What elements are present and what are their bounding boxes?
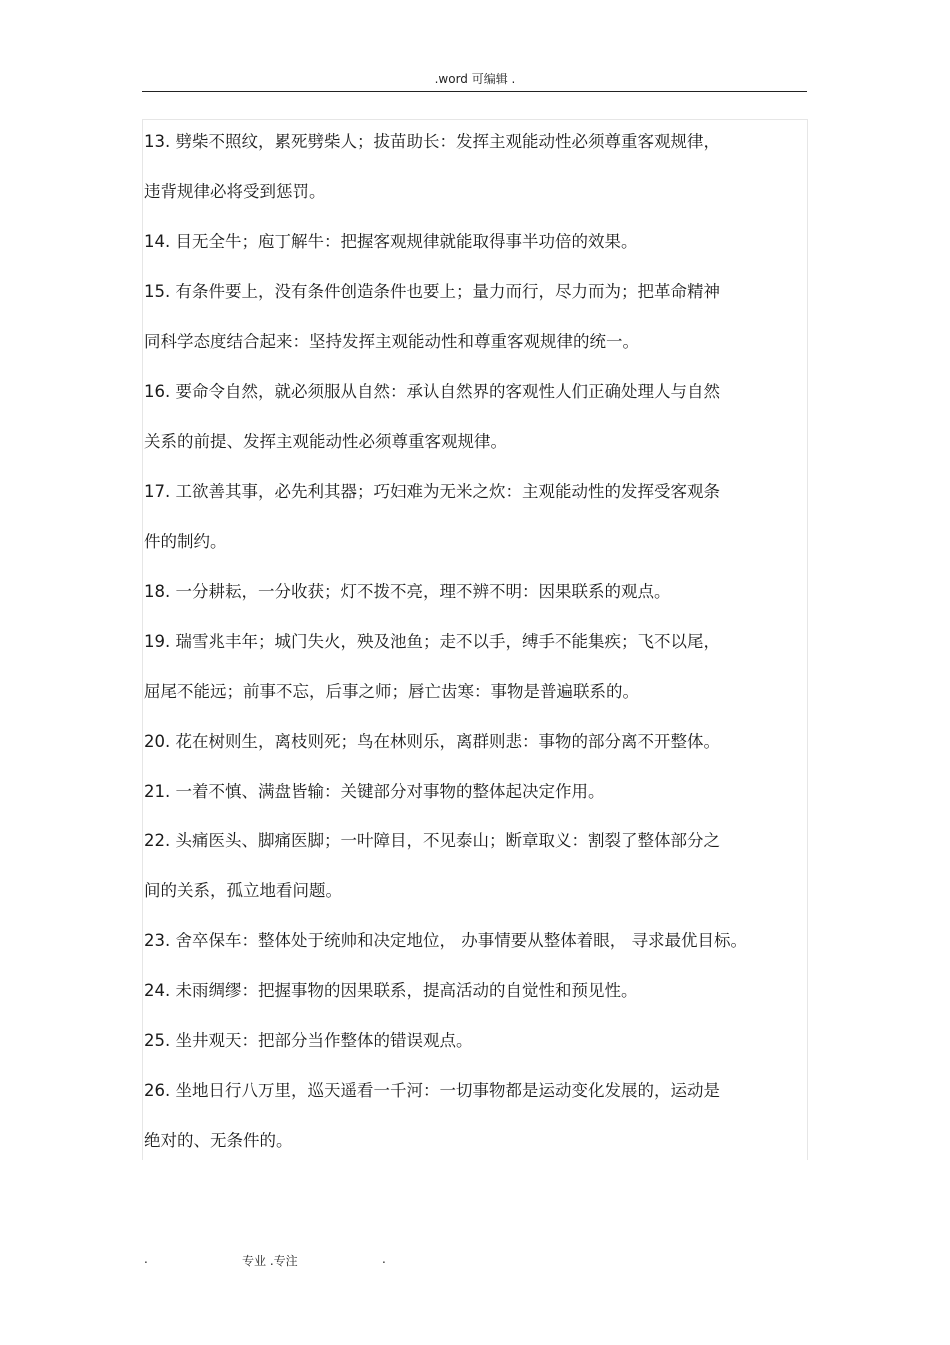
text-line: 17. 工欲善其事，必先利其器；巧妇难为无米之炊：主观能动性的发挥受客观条 [144, 482, 720, 501]
footer-right-mark: . [382, 1252, 386, 1266]
footer-text: 专业 .专注 [242, 1254, 298, 1268]
text-line: 关系的前提、发挥主观能动性必须尊重客观规律。 [144, 432, 507, 451]
text-line: 屈尾不能远；前事不忘，后事之师；唇亡齿寒：事物是普遍联系的。 [144, 682, 639, 701]
header-divider [142, 91, 807, 92]
text-line: 16. 要命令自然，就必须服从自然：承认自然界的客观性人们正确处理人与自然 [144, 382, 720, 401]
text-line: 20. 花在树则生，离枝则死；鸟在林则乐，离群则悲：事物的部分离不开整体。 [144, 732, 720, 751]
text-line: 18. 一分耕耘，一分收获；灯不拨不亮，理不辨不明：因果联系的观点。 [144, 582, 671, 601]
page-header: .word 可编辑 . [434, 72, 516, 86]
text-line: 19. 瑞雪兆丰年；城门失火，殃及池鱼；走不以手，缚手不能集疾；飞不以尾， [144, 632, 720, 651]
text-line: 同科学态度结合起来：坚持发挥主观能动性和尊重客观规律的统一。 [144, 332, 639, 351]
text-line: 21. 一着不慎、满盘皆输：关键部分对事物的整体起决定作用。 [144, 782, 605, 801]
text-line: 件的制约。 [144, 532, 227, 551]
text-line: 25. 坐井观天：把部分当作整体的错误观点。 [144, 1031, 473, 1050]
text-line: 23. 舍卒保车：整体处于统帅和决定地位， 办事情要从整体着眼， 寻求最优目标。 [144, 931, 747, 950]
footer-left-mark: . [144, 1252, 148, 1266]
text-line: 22. 头痛医头、脚痛医脚；一叶障目，不见泰山；断章取义：割裂了整体部分之 [144, 831, 720, 850]
text-line: 26. 坐地日行八万里，巡天遥看一千河：一切事物都是运动变化发展的，运动是 [144, 1081, 720, 1100]
text-line: 14. 目无全牛；庖丁解牛：把握客观规律就能取得事半功倍的效果。 [144, 232, 638, 251]
text-line: 15. 有条件要上，没有条件创造条件也要上；量力而行，尽力而为；把革命精神 [144, 282, 720, 301]
text-line: 13. 劈柴不照纹，累死劈柴人；拔苗助长：发挥主观能动性必须尊重客观规律， [144, 132, 720, 151]
text-line: 绝对的、无条件的。 [144, 1131, 293, 1150]
text-line: 24. 未雨绸缪：把握事物的因果联系，提高活动的自觉性和预见性。 [144, 981, 638, 1000]
text-line: 间的关系，孤立地看问题。 [144, 881, 342, 900]
text-line: 违背规律必将受到惩罚。 [144, 182, 326, 201]
